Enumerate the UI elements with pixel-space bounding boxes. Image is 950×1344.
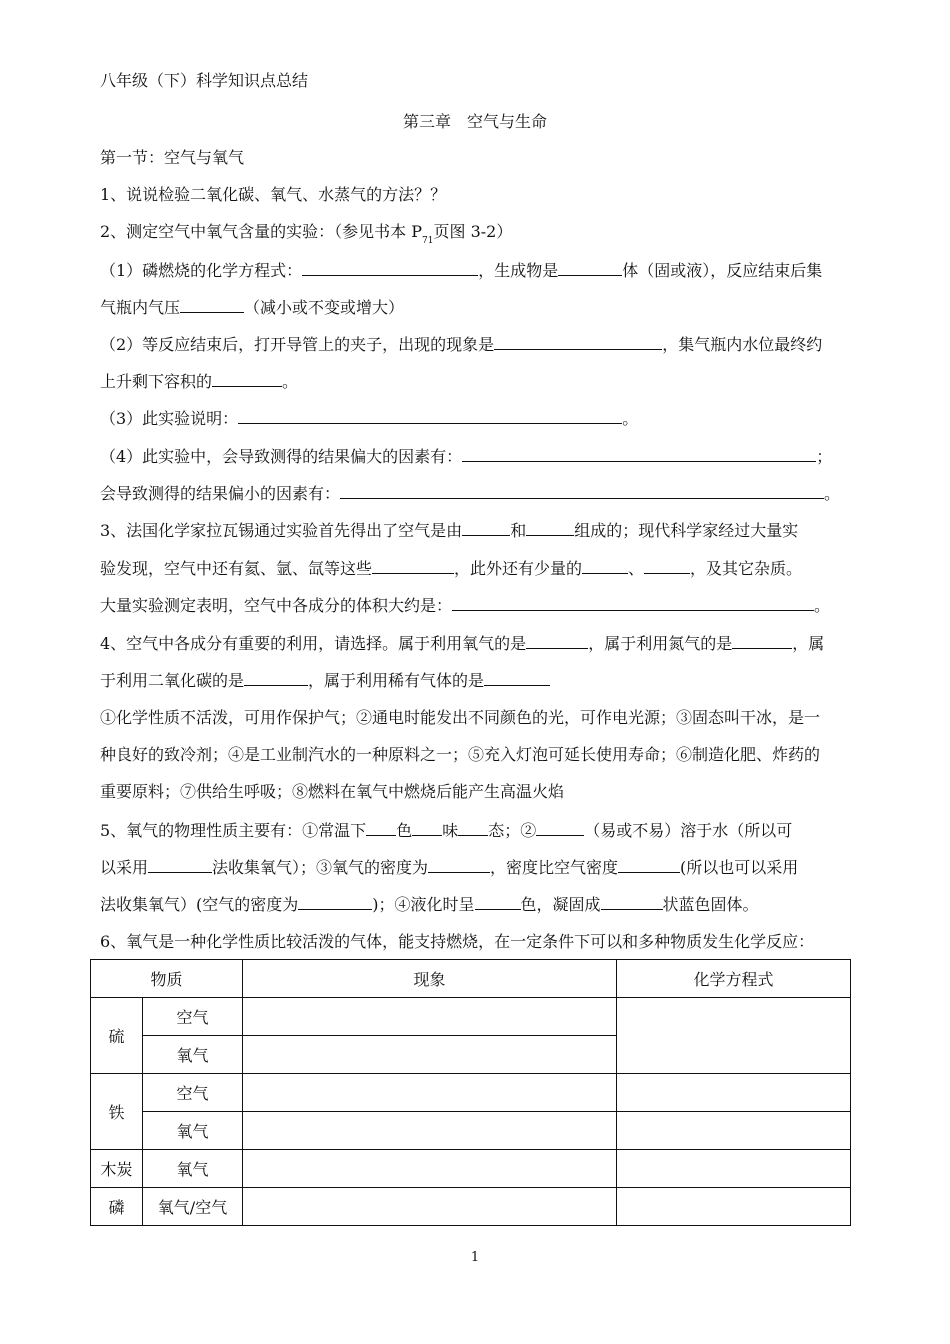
phenomenon-cell[interactable] [243,1036,617,1074]
phenomenon-cell[interactable] [243,1188,617,1226]
question-3: 3、法国化学家拉瓦锡通过实验首先得出了空气是由 和 组成的；现代科学家经过大量实 [100,521,799,540]
substance-iron: 铁 [91,1074,143,1150]
question-5-cont-2: 法收集氧气）(空气的密度为 )；④液化时呈 色，凝固成 状蓝色固体。 [100,895,759,914]
question-2-4-cont: 会导致测得的结果偏小的因素有： 。 [100,484,841,503]
blank[interactable] [298,894,372,910]
options-line-2: 种良好的致冷剂；④是工业制汽水的一种原料之一；⑤充入灯泡可延长使用寿命；⑥制造化肥、炸药的 [100,745,821,764]
blank[interactable] [644,558,690,574]
blank[interactable] [526,520,574,536]
blank[interactable] [244,670,308,686]
question-2: 2、测定空气中氧气含量的实验：（参见书本 $P_{71}$页图 3-2） [100,222,513,246]
document-header: 八年级（下）科学知识点总结 [100,71,309,90]
condition-oxygen: 氧气 [143,1036,243,1074]
substance-phosphorus: 磷 [91,1188,143,1226]
blank[interactable] [582,558,628,574]
equation-cell[interactable] [617,1074,851,1112]
blank[interactable] [536,820,584,836]
blank[interactable] [212,371,282,387]
condition-air: 空气 [143,998,243,1036]
blank[interactable] [428,857,490,873]
blank[interactable] [412,820,442,836]
header-equation: 化学方程式 [617,960,851,998]
question-2-3: （3）此实验说明： 。 [100,409,639,428]
reaction-table [90,959,851,1226]
condition-air: 空气 [143,1074,243,1112]
blank[interactable] [462,446,816,462]
options-line-1: ①化学性质不活泼，可用作保护气；②通电时能发出不同颜色的光，可作电光源；③固态叫干冰，是一 [100,708,821,727]
condition-oxygen: 氧气 [143,1112,243,1150]
blank[interactable] [148,857,212,873]
blank[interactable] [302,260,478,276]
blank[interactable] [372,558,454,574]
question-1: 1、说说检验二氧化碳、氧气、水蒸气的方法？？ [100,185,447,204]
phenomenon-cell[interactable] [243,1150,617,1188]
options-line-3: 重要原料；⑦供给生呼吸；⑧燃料在氧气中燃烧后能产生高温火焰 [100,782,565,801]
blank[interactable] [340,483,824,499]
table-row [91,1074,851,1112]
blank[interactable] [558,260,622,276]
blank[interactable] [452,595,814,611]
section-title: 第一节：空气与氧气 [100,148,245,167]
blank[interactable] [180,297,244,313]
page-number: 1 [470,1250,480,1265]
chapter-title: 第三章 空气与生命 [402,112,547,131]
table-row [91,998,851,1036]
table-header-row [91,960,851,998]
header-phenomenon: 现象 [243,960,617,998]
blank[interactable] [618,857,680,873]
equation-cell[interactable] [617,998,851,1074]
blank[interactable] [494,334,662,350]
blank[interactable] [366,820,396,836]
table-row [91,1188,851,1226]
equation-cell[interactable] [617,1112,851,1150]
question-2-4: （4）此实验中，会导致测得的结果偏大的因素有： ； [100,447,833,466]
question-5: 5、氧气的物理性质主要有：①常温下 色 味 态；② （易或不易）溶于水（所以可 [100,821,793,840]
table-row [91,1150,851,1188]
condition-oxygen-air: 氧气/空气 [143,1188,243,1226]
question-2-1-cont: 气瓶内气压 （减小或不变或增大） [100,298,405,317]
header-substance: 物质 [91,960,243,998]
blank[interactable] [526,633,588,649]
phenomenon-cell[interactable] [243,998,617,1036]
question-4-cont: 于利用二氧化碳的是 ，属于利用稀有气体的是 [100,670,550,691]
blank[interactable] [458,820,488,836]
blank[interactable] [601,894,663,910]
blank[interactable] [484,670,550,686]
phenomenon-cell[interactable] [243,1074,617,1112]
question-2-2: （2）等反应结束后，打开导管上的夹子，出现的现象是 ，集气瓶内水位最终约 [100,335,823,354]
condition-oxygen: 氧气 [143,1150,243,1188]
question-6: 6、氧气是一种化学性质比较活泼的气体，能支持燃烧，在一定条件下可以和多种物质发生化学反应： [100,932,815,951]
blank[interactable] [732,633,792,649]
question-3-cont: 验发现，空气中还有氦、氩、氙等这些 ，此外还有少量的 、 ，及其它杂质。 [100,559,803,578]
equation-cell[interactable] [617,1150,851,1188]
question-2-2-cont: 上升剩下容积的 。 [100,372,299,391]
blank[interactable] [238,408,622,424]
question-2-1: （1）磷燃烧的化学方程式： ，生成物是 体（固或液），反应结束后集 [100,261,823,280]
substance-charcoal: 木炭 [91,1150,143,1188]
question-5-cont: 以采用 法收集氧气）；③氧气的密度为 ，密度比空气密度 (所以也可以采用 [100,858,799,877]
substance-sulfur: 硫 [91,998,143,1074]
blank[interactable] [462,520,510,536]
phenomenon-cell[interactable] [243,1112,617,1150]
question-4: 4、空气中各成分有重要的利用，请选择。属于利用氧气的是 ，属于利用氮气的是 ，属 [100,634,825,653]
question-3-cont-2: 大量实验测定表明，空气中各成分的体积大约是： 。 [100,596,831,615]
table-row [91,1112,851,1150]
blank[interactable] [475,894,521,910]
equation-cell[interactable] [617,1188,851,1226]
